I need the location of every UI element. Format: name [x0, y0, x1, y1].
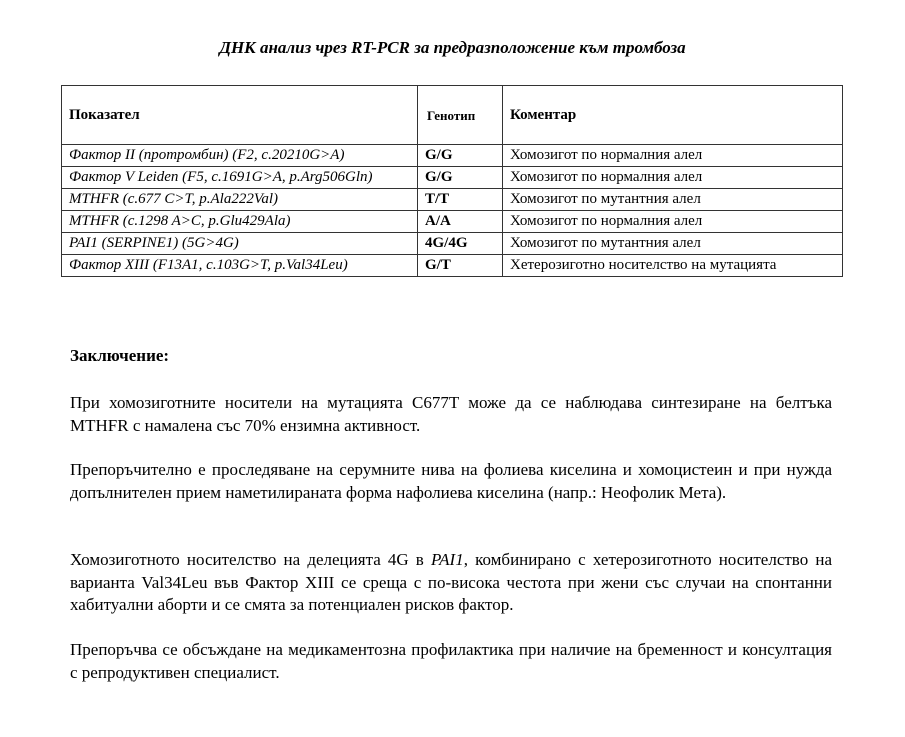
paragraph-3-text-start: Хомозиготното носителство на делецията 4G в: [70, 550, 431, 569]
conclusion-paragraph-3: [70, 549, 832, 617]
header-comment: Коментар: [503, 86, 843, 145]
genotype-cell: G/T: [418, 255, 503, 277]
table-header-row: [62, 86, 843, 145]
report-title: ДНК анализ чрез RT-PCR за предразположение към тромбоза: [219, 38, 686, 57]
table-row: [62, 189, 843, 211]
table-row: [62, 255, 843, 277]
indicator-cell: Фактор XIII (F13A1, c.103G>T, p.Val34Leu): [62, 255, 418, 277]
table-row: [62, 167, 843, 189]
paragraph-3-text-end: , комбинирано с хетерозиготното носителство на варианта Val34Leu във Фактор XIII се среща с по-висока честота при жени със случаи на спонтанни хабитуални аборти и се смята за потенциален рисков фактор.: [70, 550, 832, 614]
indicator-cell: MTHFR (c.677 C>T, p.Ala222Val): [62, 189, 418, 211]
results-table: [61, 85, 843, 277]
indicator-cell: MTHFR (c.1298 A>C, p.Glu429Ala): [62, 211, 418, 233]
conclusion-paragraph-4: Препоръчва се обсъждане на медикаментозна профилактика при наличие на бременност и консултация с репродуктивен специалист.: [70, 640, 832, 682]
comment-cell: Хомозигот по нормалния алел: [503, 167, 843, 189]
conclusion-paragraph-2: Препоръчително е проследяване на серумните нива на фолиева киселина и хомоцистеин и при нужда допълнителен прием наметилираната форма нафолиева киселина (напр.: Неофолик Мета).: [70, 460, 832, 502]
header-indicator: Показател: [62, 86, 418, 145]
genotype-cell: A/A: [418, 211, 503, 233]
conclusion-paragraph-1: При хомозиготните носители на мутацията C677T може да се наблюдава синтезиране на белтъка MTHFR с намалена със 70% ензимна активност.: [70, 393, 832, 435]
header-genotype: Генотип: [418, 86, 503, 145]
conclusion-heading: Заключение:: [70, 346, 170, 365]
indicator-cell: PAI1 (SERPINE1) (5G>4G): [62, 233, 418, 255]
table-row: [62, 145, 843, 167]
genotype-cell: G/G: [418, 145, 503, 167]
gene-name-pai1: PAI1: [430, 550, 464, 569]
comment-cell: Хетерозиготно носителство на мутацията: [503, 255, 843, 277]
genotype-cell: T/T: [418, 189, 503, 211]
table-row: [62, 233, 843, 255]
table-row: [62, 211, 843, 233]
indicator-cell: Фактор V Leiden (F5, c.1691G>A, p.Arg506Gln): [62, 167, 418, 189]
comment-cell: Хомозигот по нормалния алел: [503, 145, 843, 167]
comment-cell: Хомозигот по мутантния алел: [503, 189, 843, 211]
genotype-cell: 4G/4G: [418, 233, 503, 255]
comment-cell: Хомозигот по нормалния алел: [503, 211, 843, 233]
comment-cell: Хомозигот по мутантния алел: [503, 233, 843, 255]
genotype-cell: G/G: [418, 167, 503, 189]
indicator-cell: Фактор II (протромбин) (F2, c.20210G>A): [62, 145, 418, 167]
